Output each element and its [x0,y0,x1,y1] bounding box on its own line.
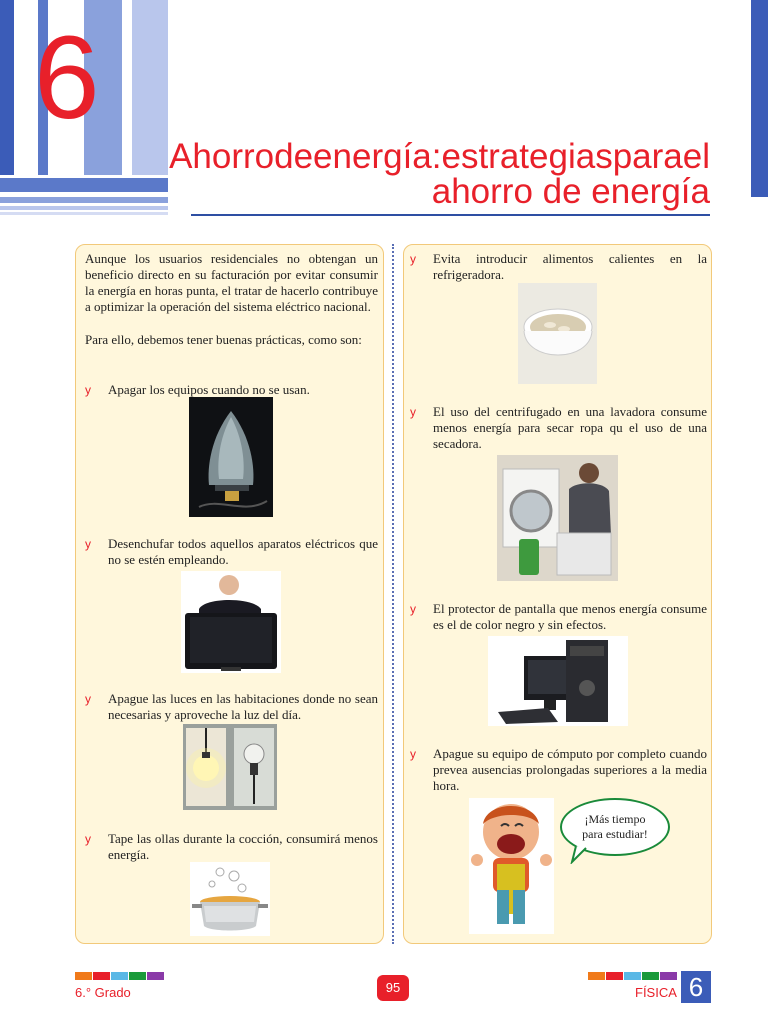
bullet-marker: y [410,252,416,266]
speech-bubble-line1: ¡Más tiempo [584,812,646,826]
footer-color-square [588,972,605,980]
list-item-text: Evita introducir alimentos calientes en la refrigeradora. [433,251,707,282]
footer-color-square [606,972,623,980]
list-item [410,601,707,633]
soup-image [518,283,597,384]
header-stripe [0,0,14,175]
header-rule [0,178,168,192]
bullet-marker: y [410,602,416,616]
footer-color-square [75,972,92,980]
list-item-text: Apagar los equipos cuando no se usan. [108,382,310,397]
header-stripe [132,0,168,175]
bullet-marker: y [85,832,91,846]
title-underline [191,214,710,216]
speech-bubble-line2: para estudiar! [582,827,648,841]
list-item-text: Apague su equipo de cómputo por completo cuando prevea ausencias prolongadas superiores a la media hora. [433,746,707,793]
washer-image [497,455,618,581]
computer-icon [488,636,628,726]
side-tab [751,0,768,197]
header-rule [0,212,168,215]
list-item [85,691,378,723]
light-bulbs-image [183,724,277,810]
header-rule [0,206,168,210]
bullet-marker: y [85,537,91,551]
footer-color-square [660,972,677,980]
computer-image [488,636,628,726]
bullet-marker: y [410,747,416,761]
list-item [410,251,707,283]
footer-color-square [642,972,659,980]
footer-color-square [93,972,110,980]
speech-bubble-tail [570,846,590,864]
column-divider [392,244,394,944]
page-title-line2: ahorro de energía [431,172,710,211]
list-item-text: El protector de pantalla que menos energía consume es el de color negro y sin efectos. [433,601,707,632]
happy-child-image [469,798,554,934]
header-stripe [122,0,132,175]
washing-machine-icon [497,455,618,581]
pot-image [190,862,270,936]
list-item [410,404,707,452]
child-icon [469,798,554,934]
footer-grade: 6.° Grado [75,985,131,1000]
iron-icon [189,397,273,517]
list-item [85,831,378,863]
bullet-marker: y [410,405,416,419]
footer-color-square [111,972,128,980]
footer-chapter-number: 6 [681,971,711,1003]
list-item [85,536,378,568]
bullet-marker: y [85,383,91,397]
list-item-text: Tape las ollas durante la cocción, consumirá menos energía. [108,831,378,862]
tv-man-icon [181,571,281,673]
footer-color-square [624,972,641,980]
footer-subject: FÍSICA [635,985,677,1000]
chapter-number: 6 [34,12,100,144]
tv-image [181,571,281,673]
intro-paragraph-2: Para ello, debemos tener buenas prácticas, como son: [85,332,362,347]
list-item-text: Apague las luces en las habitaciones donde no sean necesarias y aproveche la luz del día. [108,691,378,722]
intro-paragraph: Aunque los usuarios residenciales no obtengan un beneficio directo en su facturación por evitar consumir la energía en horas punta, el tratar de hacerlo contribuye a optimizar la operación del sistema eléctrico nacional. [85,251,378,314]
footer-color-square [147,972,164,980]
soup-bowl-icon [518,283,597,384]
list-item [410,746,707,794]
list-item-text: Desenchufar todos aquellos aparatos eléctricos que no se estén empleando. [108,536,378,567]
page-title-line1: Ahorrodeenergía:estrategiasparael [169,137,710,176]
page-number: 95 [377,975,409,1001]
iron-image [189,397,273,517]
bullet-marker: y [85,692,91,706]
list-item [85,382,378,398]
footer-color-square [129,972,146,980]
light-bulb-icon [183,724,277,810]
header-rule [0,197,168,203]
pot-icon [190,862,270,936]
list-item-text: El uso del centrifugado en una lavadora consume menos energía para secar ropa qu el uso de una secadora. [433,404,707,451]
